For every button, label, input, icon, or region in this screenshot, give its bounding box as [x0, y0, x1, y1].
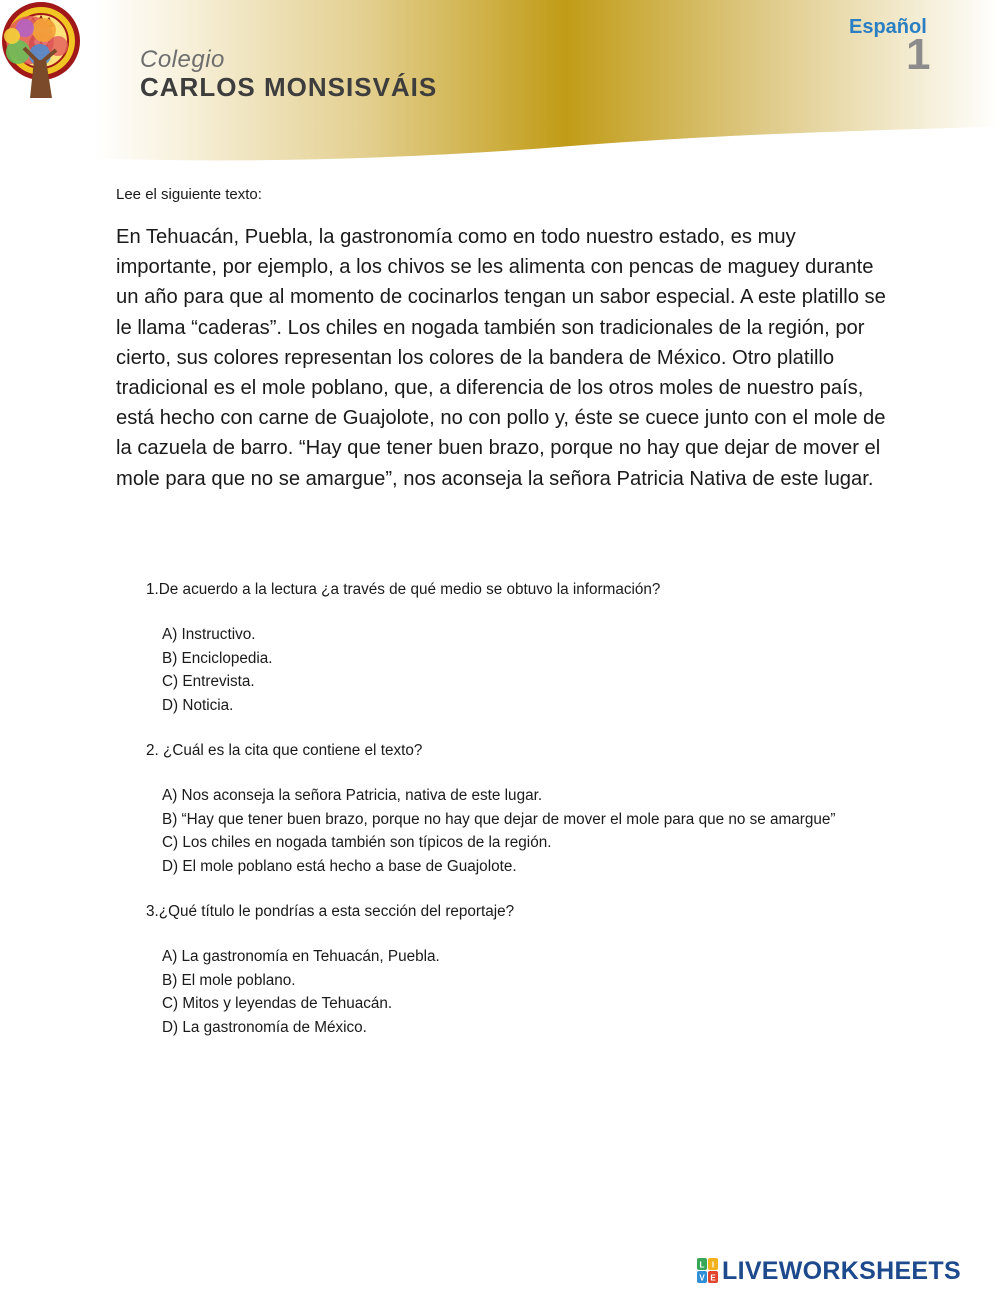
answer-option[interactable]: A) La gastronomía en Tehuacán, Puebla.	[162, 948, 440, 965]
answer-option[interactable]: C) Mitos y leyendas de Tehuacán.	[162, 995, 393, 1012]
liveworksheets-icon	[697, 1258, 719, 1284]
question-stem: 1.De acuerdo a la lectura ¿a través de qué medio se obtuvo la información?	[146, 581, 661, 598]
question-2	[146, 739, 906, 878]
reading-instruction: Lee el siguiente texto:	[116, 186, 262, 203]
answer-option[interactable]: D) La gastronomía de México.	[162, 1018, 367, 1036]
icon-letter: V	[699, 1273, 705, 1283]
answer-option[interactable]: B) El mole poblano.	[162, 971, 296, 989]
question-stem: 3.¿Qué título le pondrías a esta sección del reportaje?	[146, 903, 515, 920]
answer-options	[162, 784, 906, 878]
school-name-line1: Colegio	[140, 46, 225, 73]
answer-options	[162, 623, 906, 717]
liveworksheets-brand	[697, 1255, 961, 1287]
answer-option[interactable]: C) Entrevista.	[162, 673, 255, 690]
question-3	[146, 900, 906, 1039]
answer-option[interactable]: A) Nos aconseja la señora Patricia, nativa de este lugar.	[162, 787, 543, 804]
liveworksheets-wordmark: LIVEWORKSHEETS	[722, 1256, 961, 1285]
spanish-tree-logo	[0, 0, 130, 102]
subject-number: 1	[906, 30, 931, 79]
reading-passage: En Tehuacán, Puebla, la gastronomía como en todo nuestro estado, es muy importante, por ejemplo, a los chivos se les alimenta con pencas de maguey durante un año para que al momento de cocinarlos tengan un sabor especial. A este platillo se le llama “caderas”. Los chiles en nogada también son tradicionales de la región, por cierto, sus colores representan los colores de la bandera de México. Otro platillo tradicional es el mole poblano, que, a diferencia de los otros moles de nuestro país, está hecho con carne de Guajolote, no con pollo y, éste se cuece junto con el mole de la cazuela de barro. “Hay que tener buen brazo, porque no hay que dejar de mover el mole para que no se amargue”, nos aconseja la señora Patricia Nativa de este lugar.	[116, 226, 886, 490]
question-stem: 2. ¿Cuál es la cita que contiene el texto?	[146, 742, 423, 759]
answer-option[interactable]: B) “Hay que tener buen brazo, porque no hay que dejar de mover el mole para que no se amargue”	[162, 810, 836, 828]
answer-option[interactable]: B) Enciclopedia.	[162, 649, 273, 667]
icon-letter: E	[710, 1273, 716, 1283]
questions-section	[146, 578, 906, 1061]
answer-option[interactable]: A) Instructivo.	[162, 626, 256, 643]
page-header	[0, 0, 1000, 175]
answer-option[interactable]: D) El mole poblano está hecho a base de Guajolote.	[162, 857, 517, 875]
answer-option[interactable]: C) Los chiles en nogada también son típicos de la región.	[162, 834, 552, 851]
answer-option[interactable]: D) Noticia.	[162, 696, 234, 714]
question-1	[146, 578, 906, 717]
school-name-line2: CARLOS MONSISVÁIS	[140, 72, 438, 102]
subject-label: Español	[849, 16, 927, 38]
icon-letter: I	[711, 1260, 715, 1270]
icon-letter: L	[699, 1260, 705, 1270]
answer-options	[162, 945, 906, 1039]
